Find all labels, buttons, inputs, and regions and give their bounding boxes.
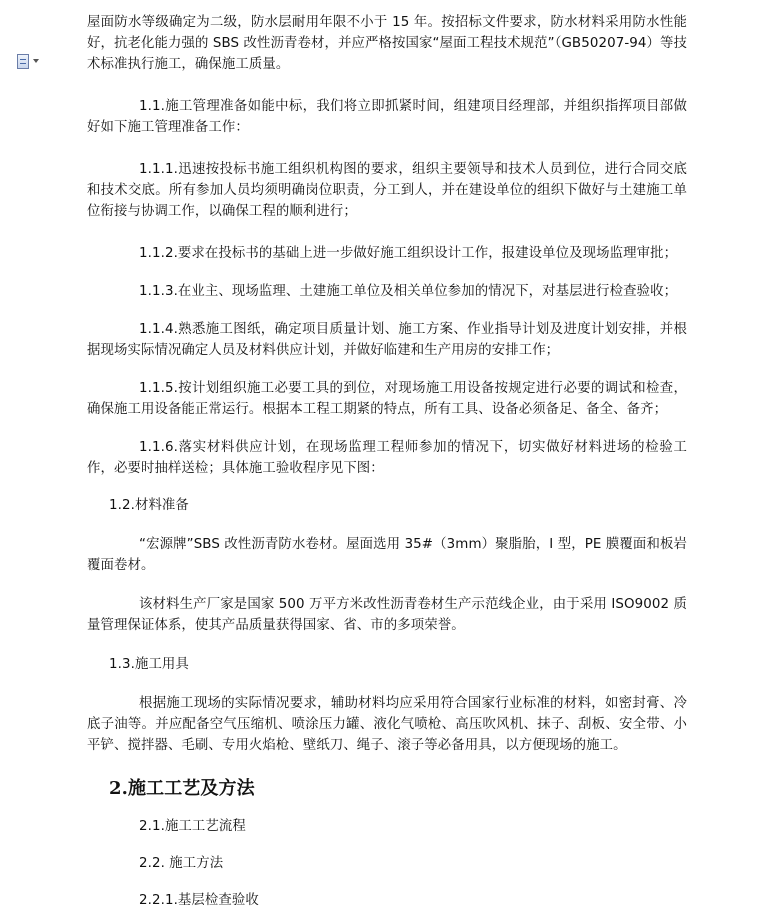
- document-options-button[interactable]: [17, 51, 47, 71]
- section-2-1: 2.1.施工工艺流程: [139, 819, 246, 834]
- section-1-1-1: 1.1.1.迅速按投标书施工组织机构图的要求，组织主要领导和技术人员到位，进行合同交底和技术交底。所有参加人员均须明确岗位职责，分工到人，并在建设单位的组织下做好与土建施工单位衔接与协调工作，以确保工程的顺利进行；: [87, 162, 687, 219]
- section-1-2-heading: 1.2.材料准备: [109, 498, 189, 513]
- section-1-1: 1.1.施工管理准备如能中标，我们将立即抓紧时间，组建项目经理部，并组织指挥项目部做好如下施工管理准备工作：: [87, 99, 687, 135]
- chevron-down-icon: [33, 59, 39, 63]
- material-description: “宏源牌”SBS 改性沥青防水卷材。屋面选用 35#（3mm）聚脂胎，I 型，PE 膜覆面和板岩覆面卷材。: [87, 537, 687, 573]
- section-1-1-3: 1.1.3.在业主、现场监理、土建施工单位及相关单位参加的情况下，对基层进行检查验收；: [139, 284, 678, 299]
- section-1-1-6: 1.1.6.落实材料供应计划，在现场监理工程师参加的情况下，切实做好材料进场的检验工作，必要时抽样送检；具体施工验收程序见下图：: [87, 440, 687, 476]
- section-1-1-2: 1.1.2.要求在投标书的基础上进一步做好施工组织设计工作，报建设单位及现场监理审批；: [139, 246, 678, 261]
- section-1-1-5: 1.1.5.按计划组织施工必要工具的到位，对现场施工用设备按规定进行必要的调试和检查，确保施工用设备能正常运行。根据本工程工期紧的特点，所有工具、设备必须备足、备全、备齐；: [87, 381, 687, 417]
- document-icon: [17, 54, 29, 69]
- section-2-2: 2.2. 施工方法: [139, 856, 224, 871]
- section-1-1-4: 1.1.4.熟悉施工图纸，确定项目质量计划、施工方案、作业指导计划及进度计划安排，并根据现场实际情况确定人员及材料供应计划，并做好临建和生产用房的安排工作；: [87, 322, 687, 358]
- document-body: [87, 0, 687, 911]
- chapter-2-heading: 2.施工工艺及方法: [109, 778, 255, 799]
- section-1-3-heading: 1.3.施工用具: [109, 657, 189, 672]
- manufacturer-description: 该材料生产厂家是国家 500 万平方米改性沥青卷材生产示范线企业，由于采用 ISO9002 质量管理保证体系，使其产品质量获得国家、省、市的多项荣誉。: [87, 597, 687, 633]
- tools-description: 根据施工现场的实际情况要求，辅助材料均应采用符合国家行业标准的材料，如密封膏、冷底子油等。并应配备空气压缩机、喷涂压力罐、液化气喷枪、高压吹风机、抹子、刮板、安全带、小平铲、搅拌器、毛刷、专用火焰枪、壁纸刀、绳子、滚子等必备用具，以方便现场的施工。: [87, 696, 687, 753]
- paragraph-intro: 屋面防水等级确定为二级，防水层耐用年限不小于 15 年。按招标文件要求，防水材料采用防水性能好，抗老化能力强的 SBS 改性沥青卷材，并应严格按国家“屋面工程技术规范”（GB50207-94）等技术标准执行施工，确保施工质量。: [87, 15, 687, 72]
- section-2-2-1: 2.2.1.基层检查验收: [139, 893, 259, 908]
